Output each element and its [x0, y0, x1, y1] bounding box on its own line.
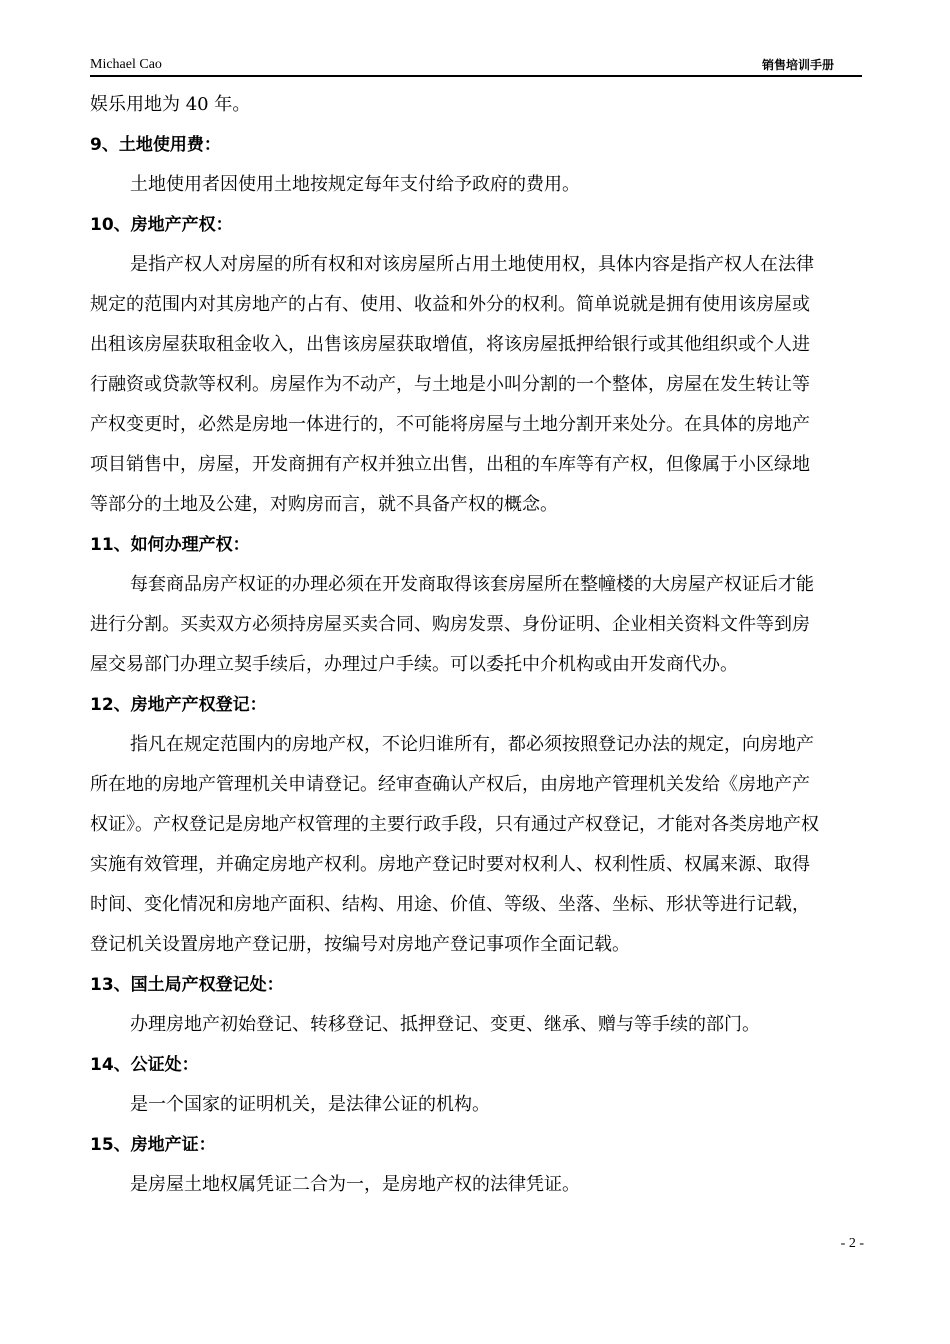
page-header	[90, 57, 862, 77]
document-body	[90, 85, 864, 1205]
header-author: Michael Cao	[90, 57, 162, 72]
paragraph-line: 屋交易部门办理立契手续后，办理过户手续。可以委托中介机构或由开发商代办。	[90, 654, 738, 675]
paragraph-line: 每套商品房产权证的办理必须在开发商取得该套房屋所在整幢楼的大房屋产权证后才能	[130, 574, 814, 595]
paragraph-line: 进行分割。买卖双方必须持房屋买卖合同、购房发票、身份证明、企业相关资料文件等到房	[90, 614, 810, 635]
paragraph-line: 登记机关设置房地产登记册，按编号对房地产登记事项作全面记载。	[90, 934, 630, 955]
paragraph-line: 实施有效管理，并确定房地产权利。房地产登记时要对权利人、权利性质、权属来源、取得	[90, 854, 810, 875]
paragraph-line: 产权变更时，必然是房地一体进行的，不可能将房屋与土地分割开来处分。在具体的房地产	[90, 414, 810, 435]
section-heading: 12、房地产产权登记：	[90, 695, 267, 715]
paragraph-line: 土地使用者因使用土地按规定每年支付给予政府的费用。	[130, 174, 580, 195]
section-heading: 11、如何办理产权：	[90, 535, 250, 555]
section-heading: 15、房地产证：	[90, 1135, 216, 1155]
paragraph-line: 出租该房屋获取租金收入，出售该房屋获取增值，将该房屋抵押给银行或其他组织或个人进	[90, 334, 810, 355]
paragraph-line: 指凡在规定范围内的房地产权，不论归谁所有，都必须按照登记办法的规定，向房地产	[130, 734, 814, 755]
paragraph-line: 是一个国家的证明机关，是法律公证的机构。	[130, 1094, 490, 1115]
section-heading: 10、房地产产权：	[90, 215, 233, 235]
paragraph-line: 所在地的房地产管理机关申请登记。经审查确认产权后，由房地产管理机关发给《房地产产	[90, 774, 810, 795]
section-heading: 9、土地使用费：	[90, 135, 221, 155]
paragraph-line: 是房屋土地权属凭证二合为一，是房地产权的法律凭证。	[130, 1174, 580, 1195]
section-heading: 14、公证处：	[90, 1055, 199, 1075]
paragraph-line: 是指产权人对房屋的所有权和对该房屋所占用土地使用权，具体内容是指产权人在法律	[130, 254, 814, 275]
paragraph-line: 时间、变化情况和房地产面积、结构、用途、价值、等级、坐落、坐标、形状等进行记载，	[90, 894, 810, 915]
paragraph-line: 项目销售中，房屋，开发商拥有产权并独立出售，出租的车库等有产权，但像属于小区绿地	[90, 454, 810, 475]
paragraph-line: 办理房地产初始登记、转移登记、抵押登记、变更、继承、赠与等手续的部门。	[130, 1014, 760, 1035]
paragraph-line: 娱乐用地为 40 年。	[90, 94, 251, 115]
paragraph-line: 规定的范围内对其房地产的占有、使用、收益和外分的权利。简单说就是拥有使用该房屋或	[90, 294, 810, 315]
header-title: 销售培训手册	[761, 58, 834, 72]
section-heading: 13、国土局产权登记处：	[90, 975, 284, 995]
paragraph-line: 等部分的土地及公建，对购房而言，就不具备产权的概念。	[90, 494, 558, 515]
paragraph-line: 权证》。产权登记是房地产权管理的主要行政手段，只有通过产权登记，才能对各类房地产权	[90, 814, 819, 835]
paragraph-line: 行融资或贷款等权利。房屋作为不动产，与土地是小叫分割的一个整体，房屋在发生转让等	[90, 374, 810, 395]
page-number: - 2 -	[840, 1236, 864, 1251]
